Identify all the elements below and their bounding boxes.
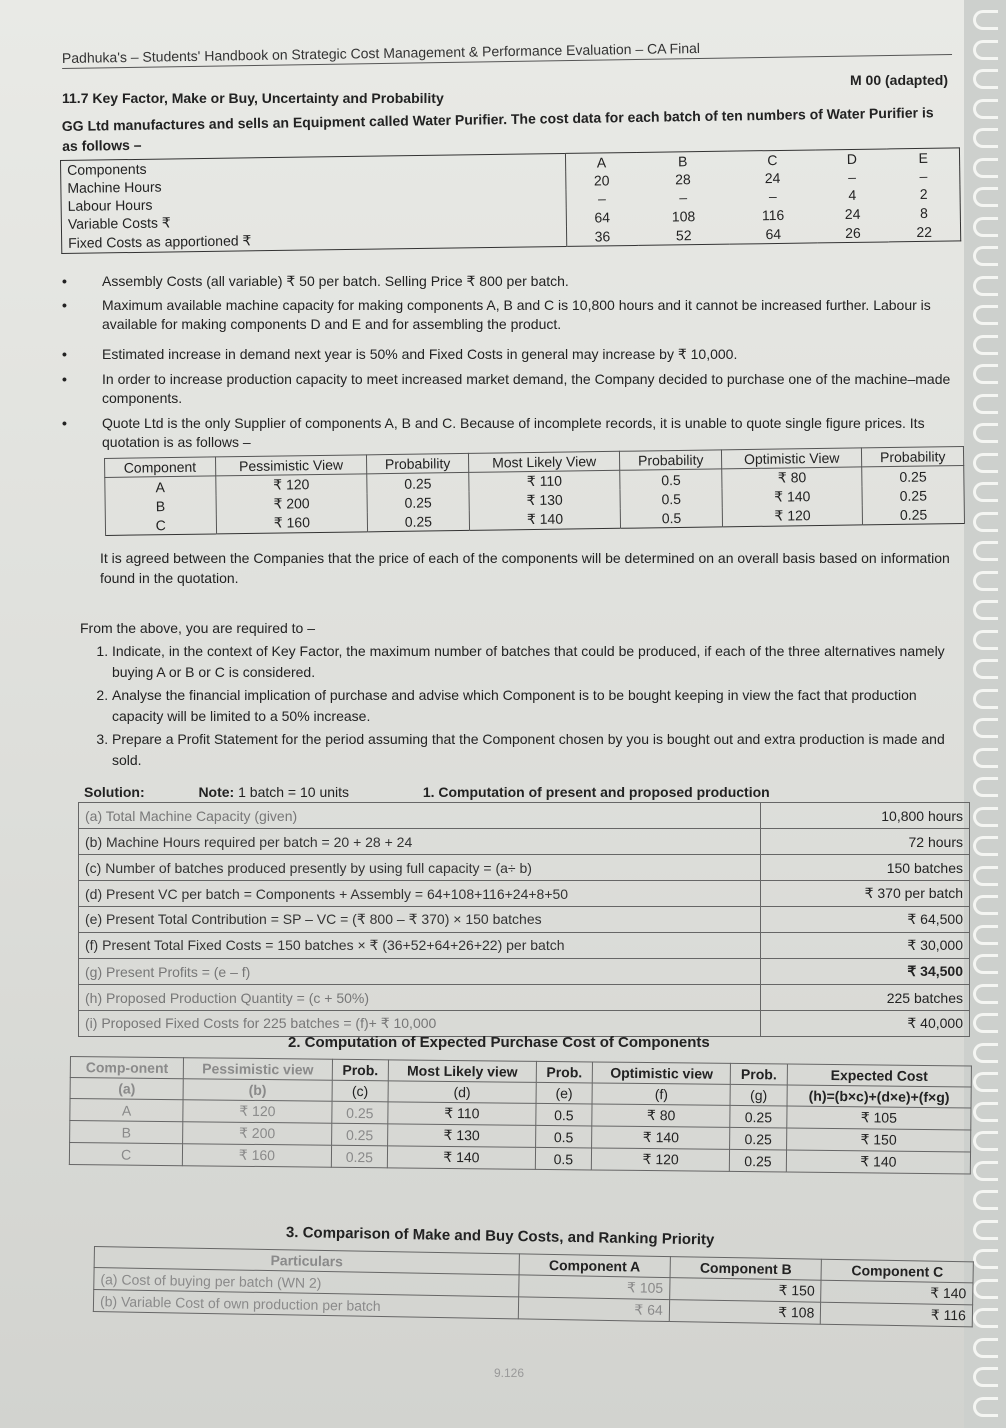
bullet-icon: • (62, 415, 67, 431)
binding-ring (973, 748, 998, 768)
header-cell: Pessimistic View (215, 455, 367, 476)
binding-ring (973, 777, 998, 797)
cell: 0.25 (331, 1123, 388, 1146)
cell: 0.5 (621, 507, 723, 528)
binding-ring (973, 984, 998, 1004)
required-item: 3. Prepare a Profit Statement for the period assuming that the Component chosen by you is bought out and extra production is made and sold. (112, 729, 960, 771)
cell: Labour Hours (61, 190, 566, 215)
cell: (b) Variable Cost of own production per batch (93, 1290, 518, 1319)
note-text: 1 batch = 10 units (238, 784, 350, 800)
cell: 150 batches (761, 855, 970, 881)
header-cell: Prob. (730, 1063, 787, 1085)
agreement-text: It is agreed between the Companies that the price of each of the components will be determined on an overall basis based on information found in the quotation. (100, 550, 950, 586)
bullet-text: Maximum available machine capacity for making components A, B and C is 10,800 hours and it cannot be increased further. Labour is available for making components D and E and for assembling the product. (102, 297, 931, 332)
bullet-icon: • (62, 371, 67, 387)
bullet-text: Quote Ltd is the only Supplier of components A, B and C. Because of incomplete records, it is unable to quote single figure prices. Its quotation is as follows – (102, 415, 925, 450)
cell: ₹ 108 (669, 1300, 821, 1325)
cell: 0.25 (331, 1101, 388, 1124)
cell: 0.25 (730, 1127, 787, 1150)
binding-ring (973, 187, 998, 207)
binding-ring (973, 836, 998, 856)
cell: ₹ 120 (592, 1148, 730, 1171)
cell: (g) Present Profits = (e – f) (79, 959, 761, 985)
cell: ₹ 130 (469, 490, 621, 511)
cell: ₹ 34,500 (761, 959, 970, 985)
table-row (79, 907, 970, 933)
cell: ₹ 140 (469, 509, 621, 531)
cell: 64 (765, 225, 782, 242)
cell: C (105, 514, 216, 535)
cell: Machine Hours (61, 172, 566, 197)
cell: ₹ 120 (183, 1100, 332, 1124)
binding-ring (973, 217, 998, 237)
binding-ring (973, 305, 998, 325)
cell: (f) Present Total Fixed Costs = 150 batches × ₹ (36+52+64+26+22) per batch (79, 933, 761, 959)
header-cell: Probability (620, 450, 722, 470)
binding-ring (973, 718, 998, 738)
binding-ring (973, 600, 998, 620)
cell: 22 (916, 223, 933, 240)
header-cell: Prob. (536, 1061, 593, 1083)
cell: Variable Costs ₹ (61, 208, 566, 234)
header-cell: (d) (388, 1081, 536, 1104)
cell: B (70, 1121, 184, 1144)
bullet-text: Assembly Costs (all variable) ₹ 50 per batch. Selling Price ₹ 800 per batch. (102, 273, 569, 289)
header-cell: Most Likely view (389, 1060, 537, 1083)
cell: – (679, 189, 688, 206)
header-cell: (b) (183, 1079, 331, 1102)
cell: Fixed Costs as apportioned ₹ (62, 227, 567, 254)
binding-ring (973, 1279, 998, 1299)
cell: ₹ 116 (821, 1302, 973, 1327)
header-cell: Probability (367, 453, 469, 473)
cell: (a) Total Machine Capacity (given) (79, 803, 761, 829)
binding-ring (973, 895, 998, 915)
binding-ring (973, 1308, 998, 1328)
header-cell: Expected Cost (787, 1064, 971, 1087)
required-intro: From the above, you are required to – (80, 620, 316, 636)
binding-ring (973, 40, 998, 60)
cell: ₹ 140 (821, 1280, 973, 1305)
header-cell: Component (105, 457, 216, 478)
cell: 52 (675, 226, 692, 243)
table-row (79, 803, 970, 829)
table-row (79, 959, 970, 985)
cell: 64 (594, 208, 611, 226)
running-header: Padhuka's – Students' Handbook on Strategic Cost Management & Performance Evaluation – CA Final (62, 36, 952, 69)
bullet-icon: • (62, 346, 67, 362)
header-cell: E (918, 149, 928, 167)
header-cell: Comp-onent (70, 1057, 184, 1079)
cell: 0.5 (620, 469, 722, 490)
header-cell: Component C (821, 1259, 973, 1283)
cell: ₹ 120 (215, 474, 367, 496)
note-label: Note: (198, 784, 235, 800)
binding-ring (973, 1161, 998, 1181)
cell: 0.25 (730, 1105, 787, 1128)
cell: 225 batches (761, 985, 970, 1011)
cell: (d) Present VC per batch = Components + Assembly = 64+108+116+24+8+50 (79, 881, 761, 907)
cell: 116 (761, 206, 785, 223)
binding-ring (973, 246, 998, 266)
header-cell: (c) (332, 1080, 389, 1102)
cell: ₹ 80 (592, 1104, 730, 1127)
binding-ring (973, 482, 998, 502)
binding-ring (973, 423, 998, 443)
production-table (78, 802, 970, 1037)
binding-ring (973, 1220, 998, 1240)
binding-ring (973, 69, 998, 89)
cell: (i) Proposed Fixed Costs for 225 batches = (f)+ ₹ 10,000 (79, 1011, 761, 1037)
cell: ₹ 140 (592, 1126, 730, 1149)
solution-label: Solution: (84, 784, 145, 800)
cell: ₹ 110 (469, 470, 621, 492)
cell: B (105, 495, 216, 516)
header-cell: Optimistic View (721, 448, 862, 469)
cell: ₹ 40,000 (761, 1011, 970, 1037)
binding-ring (973, 1367, 998, 1387)
bullet-item (62, 296, 962, 334)
table3-title: 3. Comparison of Make and Buy Costs, and Ranking Priority (285, 1224, 715, 1249)
header-cell: (e) (536, 1082, 593, 1104)
cell: 2 (919, 185, 928, 202)
binding-ring (973, 866, 998, 886)
binding-ring (973, 807, 998, 827)
cell: 0.5 (535, 1125, 592, 1148)
cell: 24 (764, 169, 781, 187)
cell: 10,800 hours (761, 803, 970, 829)
cell: 72 hours (761, 829, 970, 855)
cell: ₹ 150 (786, 1128, 970, 1152)
header-cell: (h)=(b×c)+(d×e)+(f×g) (787, 1085, 971, 1108)
binding-ring (973, 689, 998, 709)
binding-ring (973, 453, 998, 473)
header-cell: Prob. (332, 1059, 389, 1081)
binding-ring (973, 10, 998, 30)
cell: 0.25 (368, 511, 470, 532)
binding-ring (973, 541, 998, 561)
cell: ₹ 370 per batch (761, 881, 970, 907)
cell: (h) Proposed Production Quantity = (c + 50%) (79, 985, 761, 1011)
binding-ring (973, 1397, 998, 1417)
binding-ring (973, 1043, 998, 1063)
expected-cost-table (69, 1056, 972, 1174)
binding-ring (973, 158, 998, 178)
table-row (79, 1011, 970, 1037)
header-cell: Component A (519, 1254, 670, 1278)
cell: A (70, 1099, 184, 1122)
table-row (79, 985, 970, 1011)
question-intro: GG Ltd manufactures and sells an Equipment called Water Purifier. The cost data for each batch of ten numbers of Water Purifier is as follows – (61, 104, 934, 154)
bullet-text: In order to increase production capacity to meet increased market demand, the Company decided to purchase one of the machine–made components. (102, 371, 951, 406)
cell: ₹ 140 (388, 1146, 536, 1170)
make-buy-table (93, 1246, 974, 1327)
question-title: 11.7 Key Factor, Make or Buy, Uncertainty and Probability (62, 90, 444, 106)
cell: 20 (593, 172, 610, 189)
bullet-item (62, 272, 962, 291)
cell: 4 (848, 186, 857, 203)
table1-title: 1. Computation of present and proposed production (422, 784, 770, 800)
table-row (79, 881, 970, 907)
cell: (b) Machine Hours required per batch = 20 + 28 + 24 (79, 829, 761, 855)
binding-ring (973, 276, 998, 296)
cell: 36 (594, 227, 611, 245)
header-cell: Pessimistic view (184, 1058, 332, 1081)
binding-ring (973, 1102, 998, 1122)
header-cell: B (677, 153, 688, 170)
cell: 0.25 (367, 472, 469, 493)
cell: 108 (671, 207, 696, 224)
binding-ring (973, 1338, 998, 1358)
cell: – (597, 190, 606, 207)
bullet-text: Estimated increase in demand next year is 50% and Fixed Costs in general may increase by ₹ 10,000. (102, 346, 738, 362)
spiral-binding (964, 0, 1006, 1428)
cell: 8 (919, 204, 928, 221)
cell: 0.25 (862, 485, 964, 505)
header-cell: (a) (70, 1078, 184, 1100)
cell: ₹ 200 (183, 1122, 332, 1146)
cell: ₹ 140 (722, 486, 863, 507)
cell: (a) Cost of buying per batch (WN 2) (94, 1268, 519, 1297)
binding-ring (973, 1013, 998, 1033)
cell: (c) Number of batches produced presently by using full capacity = (a÷ b) (79, 855, 761, 881)
cell: ₹ 130 (388, 1124, 536, 1148)
cell: 0.5 (535, 1103, 592, 1126)
binding-ring (973, 1249, 998, 1269)
bullet-item (62, 345, 962, 364)
bullet-item (62, 370, 962, 408)
cell: ₹ 150 (669, 1278, 821, 1303)
binding-ring (973, 1131, 998, 1151)
cell: 26 (845, 224, 861, 241)
cell: ₹ 105 (787, 1106, 971, 1130)
binding-ring (973, 99, 998, 119)
header-cell: Particulars (94, 1247, 519, 1275)
binding-ring (973, 128, 998, 148)
binding-ring (973, 954, 998, 974)
required-item: 1. Indicate, in the context of Key Factor, the maximum number of batches that could be produced, if each of the three alternatives namely buying A or B or C is considered. (112, 641, 960, 683)
header-cell: Optimistic view (593, 1062, 731, 1084)
binding-ring (973, 1190, 998, 1210)
cell: ₹ 64,500 (761, 907, 970, 933)
binding-ring (973, 364, 998, 384)
required-list (80, 641, 960, 771)
cell: (e) Present Total Contribution = SP – VC = (₹ 800 – ₹ 370) × 150 batches (79, 907, 761, 933)
cell: – (919, 167, 928, 184)
cell: 0.25 (331, 1145, 388, 1168)
header-cell: D (846, 150, 858, 168)
cell: 28 (675, 171, 691, 188)
solution-header (84, 784, 964, 800)
header-cell: Components (61, 153, 566, 179)
required-item: 2. Analyse the financial implication of purchase and advise which Component is to be bought keeping in view the fact that production capacity will be limited to a 50% increase. (112, 685, 960, 727)
header-cell: Probability (862, 446, 964, 466)
question-source: M 00 (adapted) (849, 72, 948, 88)
header-cell: A (596, 154, 607, 171)
page-number: 9.126 (494, 1366, 525, 1380)
table-row (79, 933, 970, 959)
binding-ring (973, 394, 998, 414)
cell: 0.5 (620, 488, 722, 508)
cell: 24 (844, 205, 861, 222)
binding-ring (973, 925, 998, 945)
header-cell: C (767, 151, 778, 169)
header-cell: Most Likely View (468, 451, 620, 472)
binding-ring (973, 630, 998, 650)
header-cell: (g) (730, 1084, 787, 1106)
table-row (79, 855, 970, 881)
cell: 0.25 (862, 465, 964, 486)
cell: ₹ 140 (786, 1150, 970, 1174)
cell: ₹ 64 (518, 1297, 669, 1322)
binding-ring (973, 512, 998, 532)
header-cell: (f) (592, 1083, 730, 1105)
header-cell: Component B (670, 1257, 822, 1281)
cell: 0.25 (367, 492, 469, 512)
cell: ₹ 110 (388, 1102, 536, 1126)
cell: ₹ 30,000 (761, 933, 970, 959)
cell: – (848, 168, 857, 185)
quotation-table (104, 446, 965, 536)
cell: ₹ 105 (519, 1275, 670, 1300)
binding-ring (973, 659, 998, 679)
table2-title: 2. Computation of Expected Purchase Cost of Components (288, 1034, 710, 1051)
cell: – (768, 187, 777, 205)
cell: ₹ 80 (722, 467, 863, 488)
cell: ₹ 120 (722, 505, 863, 526)
table-row (79, 829, 970, 855)
required-section (80, 618, 960, 773)
cell: 0.25 (729, 1149, 786, 1172)
cell: ₹ 160 (216, 512, 368, 534)
cell: 0.5 (535, 1147, 592, 1170)
cell: C (69, 1143, 183, 1166)
cell: ₹ 160 (183, 1144, 332, 1168)
binding-ring (973, 335, 998, 355)
bullet-icon: • (62, 297, 67, 313)
binding-ring (973, 571, 998, 591)
cell: A (105, 476, 216, 497)
binding-ring (973, 1072, 998, 1092)
bullet-item (62, 414, 962, 452)
cell: 0.25 (863, 504, 965, 525)
components-table (60, 147, 961, 254)
cell: ₹ 200 (216, 493, 368, 514)
bullet-icon: • (62, 273, 67, 289)
